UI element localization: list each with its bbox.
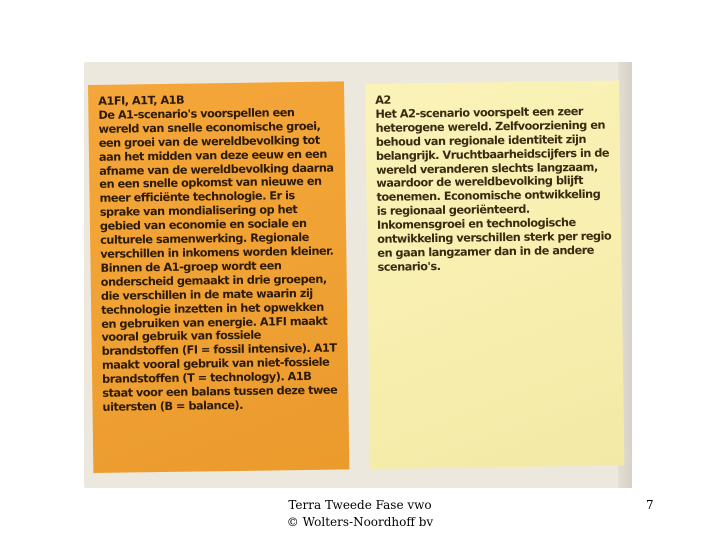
footer-copyright: © Wolters-Noordhoff bv bbox=[286, 515, 434, 529]
page-number: 7 bbox=[646, 498, 654, 512]
scenario-a1-panel bbox=[88, 81, 349, 473]
scenario-a2-text: Het A2-scenario voorspelt een zeer heterogene wereld. Zelfvoorziening en behoud van regionale identiteit zijn belangrijk. Vruchtbaarheidscijfers in de wereld veranderen slechts langzaam, waardoor de wereldbevolking blijft toenemen. Economische ontwikkeling is regionaal georiënteerd. Inkomensgroei en technologische ontwikkeling verschillen sterk per regio en gaan langzamer dan in de andere scenario's. bbox=[375, 104, 612, 274]
footer-title: Terra Tweede Fase vwo bbox=[288, 498, 432, 512]
scenario-a2-panel bbox=[365, 80, 624, 469]
scenario-a2-heading: A2 bbox=[375, 93, 391, 107]
slide-footer bbox=[0, 498, 720, 538]
scenario-a1-text: De A1-scenario's voorspellen een wereld van snelle economische groei, een groei van de wereldbevolking tot aan het midden van deze eeuw en een afname van de wereldbevolking daarna en een snelle opkomst van nieuwe en meer efficiënte technologie. Er is sprake van mondialisering op het gebied van economie en sociale en culturele samenwerking. Regionale verschillen in inkomens worden kleiner. Binnen de A1-groep wordt een onderscheid gemaakt in drie groepen, die verschillen in de mate waarin zij technologie inzetten in het opwekken en gebruiken van energie. A1FI maakt vooral gebruik van fossiele brandstoffen (FI = fossil intensive). A1T maakt vooral gebruik van niet-fossiele brandstoffen (T = technology). A1B staat voor een balans tussen deze twee uitersten (B = balance). bbox=[98, 106, 338, 414]
scenario-a1-heading: A1FI, A1T, A1B bbox=[98, 93, 185, 108]
